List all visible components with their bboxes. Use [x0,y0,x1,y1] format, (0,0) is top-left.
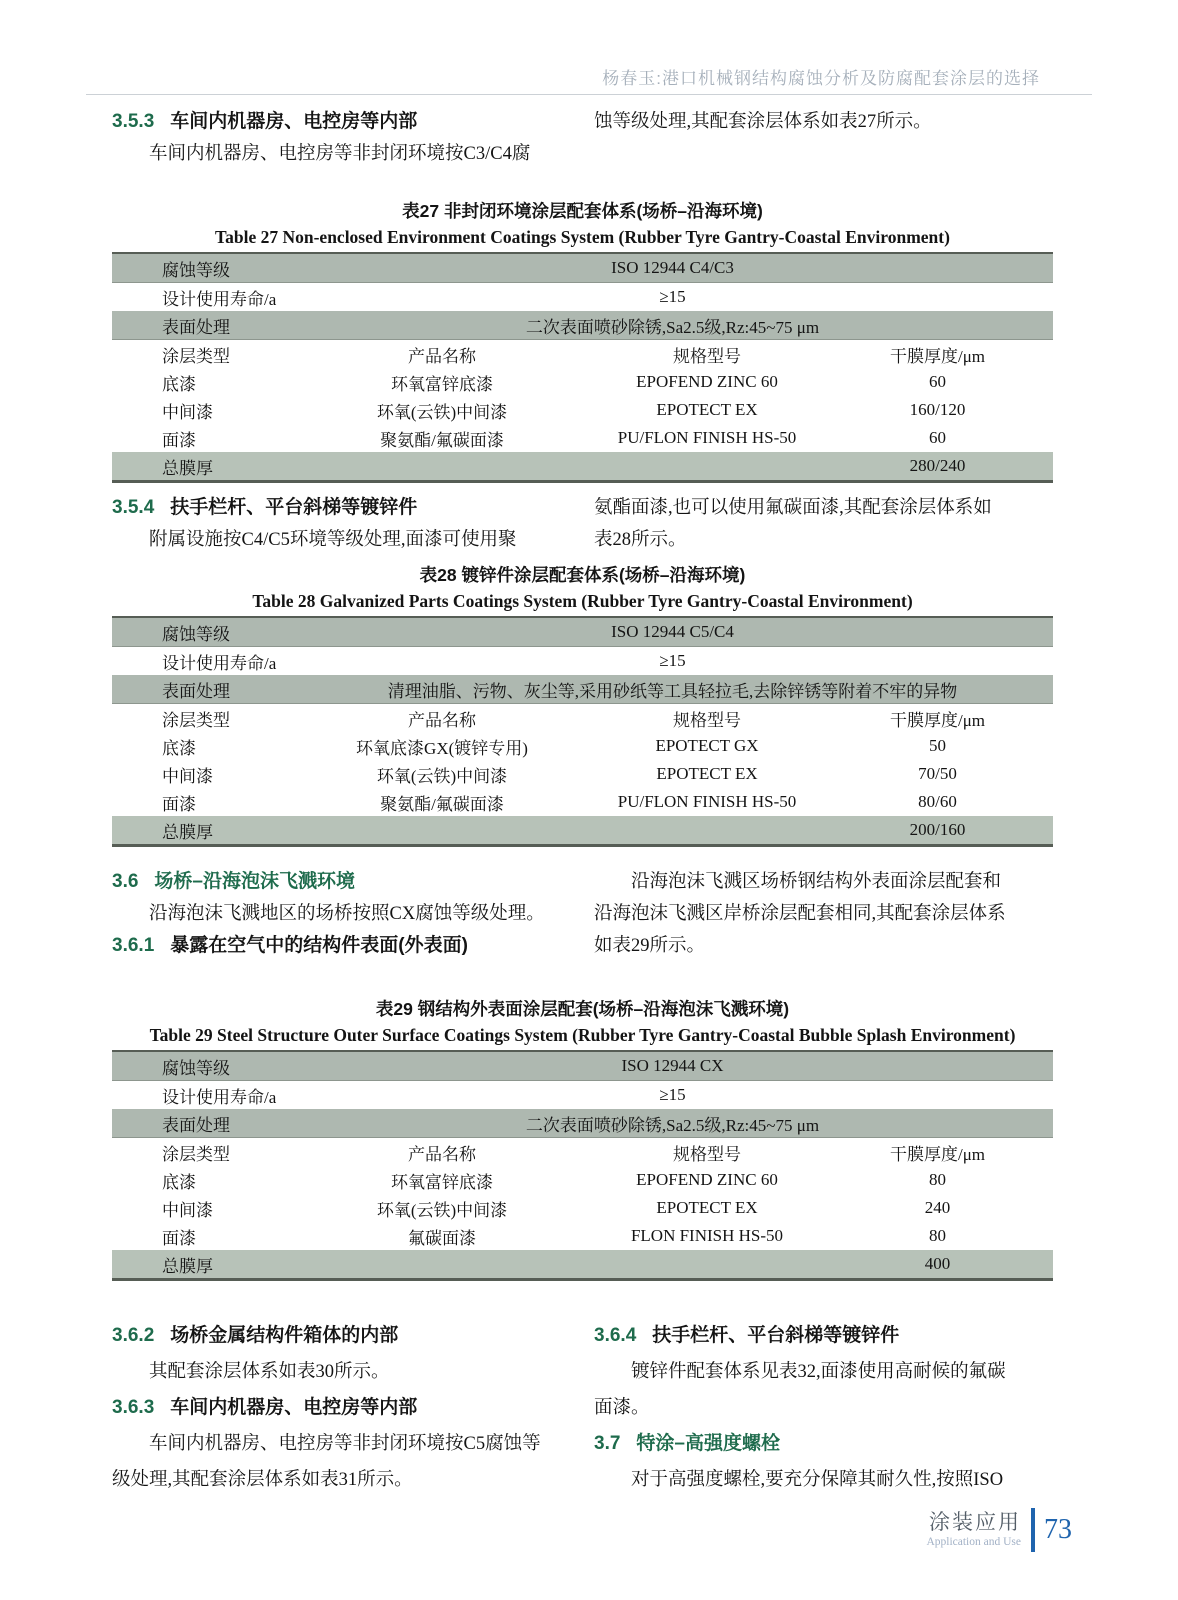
table-title-cn: 表29 钢结构外表面涂层配套(场桥–沿海泡沫飞溅环境) [375,999,790,1019]
table-cell: 底漆 [162,1172,196,1192]
table-row [112,760,1053,788]
table-row [112,732,1053,760]
right-column [594,1318,1053,1498]
table-cell: 总膜厚 [162,1256,213,1276]
table-cell: 规格型号 [673,1144,741,1164]
page-footer [926,1508,1072,1552]
header-rule [86,94,1092,95]
text-line: 附属设施按C4/C5环境等级处理,面漆可使用聚 [149,530,517,550]
table-cell: ≥15 [659,287,686,306]
table-row [112,311,1053,340]
paragraph [594,106,1053,138]
table-cell: 面漆 [162,1228,196,1248]
section-title: 场桥金属结构件箱体的内部 [170,1325,399,1346]
table-28-block [112,562,1053,847]
table-cell: 表面处理 [162,1115,230,1135]
section-number: 3.6.4 [594,1325,637,1346]
section-number: 3.6.2 [112,1325,155,1346]
table-cell: 聚氨酯/氟碳面漆 [380,430,504,450]
text-line: 其配套涂层体系如表30所示。 [149,1362,390,1382]
table-title-en: Table 28 Galvanized Parts Coatings System (Rubber Tyre Gantry-Coastal Environment) [252,591,913,611]
section-title: 车间内机器房、电控房等内部 [170,111,418,132]
right-column [594,106,1053,170]
table-cell: 清理油脂、污物、灰尘等,采用砂纸等工具轻拉毛,去除锌锈等附着不牢的异物 [387,681,958,701]
section-heading [112,1390,564,1426]
table-cell: 面漆 [162,430,196,450]
table-row [112,368,1053,396]
section-number: 3.6.1 [112,935,155,956]
table-row [112,1250,1053,1278]
table-cell: 设计使用寿命/a [162,289,277,309]
table-title-cn: 表27 非封闭环境涂层配套体系(场桥–沿海环境) [402,201,763,221]
table-cell: ≥15 [659,1085,686,1104]
table-29 [112,1050,1053,1281]
left-column [112,866,564,962]
table-cell: 规格型号 [673,346,741,366]
table-cell: EPOFEND ZINC 60 [636,1170,778,1189]
section-number: 3.5.4 [112,497,155,518]
table-row [112,1109,1053,1138]
section-title: 暴露在空气中的结构件表面(外表面) [170,935,468,956]
table-cell: 160/120 [909,400,966,419]
section-heading [112,1318,564,1354]
text-line: 镀锌件配套体系见表32,面漆使用高耐候的氟碳 [631,1362,1006,1382]
section-title: 扶手栏杆、平台斜梯等镀锌件 [652,1325,900,1346]
table-cell: EPOTECT EX [656,764,758,783]
page-number: 73 [1044,1514,1072,1545]
section-number: 3.7 [594,1433,621,1454]
text-line: 车间内机器房、电控房等非封闭环境按C3/C4腐 [149,144,531,164]
table-title-en: Table 29 Steel Structure Outer Surface Coatings System (Rubber Tyre Gantry-Coastal Bubble Splash Environment) [149,1025,1016,1045]
table-cell: 涂层类型 [162,710,230,730]
paragraph [594,866,1053,962]
table-cell: 70/50 [918,764,957,783]
table-cell: 200/160 [909,820,966,839]
table-cell: 400 [924,1254,951,1273]
bottom-sections [112,1318,1053,1498]
table-cell: 环氧富锌底漆 [391,374,493,394]
table-cell: 环氧富锌底漆 [391,1172,493,1192]
table-cell: 80 [929,1226,946,1245]
table-cell: FLON FINISH HS-50 [630,1226,784,1245]
table-row [112,1052,1053,1081]
table-cell: PU/FLON FINISH HS-50 [617,792,797,811]
left-column [112,106,564,170]
table-cell: 腐蚀等级 [162,260,230,280]
table-cell: 腐蚀等级 [162,1058,230,1078]
table-cell: 环氧底漆GX(镀锌专用) [356,738,528,758]
table-cell: 产品名称 [408,346,476,366]
right-column [594,492,1053,556]
table-row [112,254,1053,283]
left-column [112,492,564,556]
table-cell: 环氧(云铁)中间漆 [376,1200,508,1220]
table-cell: 氟碳面漆 [408,1228,476,1248]
table-cell: 环氧(云铁)中间漆 [376,402,508,422]
table-cell: 二次表面喷砂除锈,Sa2.5级,Rz:45~75 μm [525,317,820,337]
table-row [112,1194,1053,1222]
table-cell: ISO 12944 CX [621,1056,724,1075]
footer-title-cn: 涂装应用 [929,1510,1021,1534]
table-row [112,1138,1053,1166]
section-title: 扶手栏杆、平台斜梯等镀锌件 [170,497,418,518]
table-row [112,675,1053,704]
table-cell: 240 [924,1198,951,1217]
table-cell: 涂层类型 [162,1144,230,1164]
paragraph [594,492,1053,556]
table-cell: 设计使用寿命/a [162,1087,277,1107]
table-cell: 规格型号 [673,710,741,730]
section-number: 3.5.3 [112,111,155,132]
table-cell: 80 [929,1170,946,1189]
table-row [112,704,1053,732]
table-row [112,1081,1053,1109]
table-row [112,816,1053,844]
table-29-block [112,996,1053,1281]
text-line: 氨酯面漆,也可以使用氟碳面漆,其配套涂层体系如 [594,498,992,518]
section-3-5-4 [112,492,1053,556]
table-cell: 产品名称 [408,1144,476,1164]
table-28 [112,616,1053,847]
table-cell: 80/60 [918,792,957,811]
section-heading [594,1426,1053,1462]
table-cell: 中间漆 [162,766,213,786]
table-cell: 中间漆 [162,1200,213,1220]
table-row [112,647,1053,675]
table-cell: 二次表面喷砂除锈,Sa2.5级,Rz:45~75 μm [525,1115,820,1135]
table-27 [112,252,1053,483]
table-row [112,788,1053,816]
table-cell: 产品名称 [408,710,476,730]
table-cell: ISO 12944 C4/C3 [611,258,734,277]
table-cell: 面漆 [162,794,196,814]
section-heading [594,1318,1053,1354]
footer-labels [926,1511,1021,1550]
text-line: 沿海泡沫飞溅区场桥钢结构外表面涂层配套和 [631,872,1002,892]
section-title: 场桥–沿海泡沫飞溅环境 [154,871,355,892]
section-number: 3.6.3 [112,1397,155,1418]
table-title-cn: 表28 镀锌件涂层配套体系(场桥–沿海环境) [419,565,746,585]
table-cell: 干膜厚度/μm [889,1144,986,1164]
paragraph: 沿海泡沫飞溅地区的场桥按照CX腐蚀等级处理。 [149,904,545,924]
paragraph [112,138,564,170]
section-heading [112,866,564,898]
section-title: 特涂–高强度螺栓 [636,1433,780,1454]
section-title: 车间内机器房、电控房等内部 [170,1397,418,1418]
section-number: 3.6 [112,871,139,892]
table-cell: EPOFEND ZINC 60 [636,372,778,391]
table-row [112,1166,1053,1194]
table-cell: 280/240 [909,456,966,475]
left-column [112,1318,564,1498]
table-cell: 聚氨酯/氟碳面漆 [380,794,504,814]
running-header: 杨春玉:港口机械钢结构腐蚀分析及防腐配套涂层的选择 [602,69,1040,88]
table-cell: ≥15 [659,651,686,670]
table-27-block [112,198,1053,483]
table-cell: PU/FLON FINISH HS-50 [617,428,797,447]
table-row [112,396,1053,424]
table-row [112,452,1053,480]
table-row [112,424,1053,452]
table-cell: 表面处理 [162,317,230,337]
table-cell: 干膜厚度/μm [889,710,986,730]
footer-title-en: Application and Use [926,1535,1021,1548]
table-cell: 60 [929,372,946,391]
text-line: 沿海泡沫飞溅区岸桥涂层配套相同,其配套涂层体系 [594,904,1006,924]
section-heading [112,106,564,138]
table-cell: 50 [929,736,946,755]
table-cell: ISO 12944 C5/C4 [611,622,734,641]
table-cell: 涂层类型 [162,346,230,366]
table-cell: EPOTECT EX [656,400,758,419]
section-heading [112,930,564,962]
table-cell: 底漆 [162,374,196,394]
text-line: 如表29所示。 [594,936,706,956]
table-row [112,283,1053,311]
table-row [112,1222,1053,1250]
text-line: 蚀等级处理,其配套涂层体系如表27所示。 [594,112,932,132]
table-row [112,618,1053,647]
section-3-5-3 [112,106,1053,170]
table-cell: 腐蚀等级 [162,624,230,644]
text-line: 面漆。 [594,1398,650,1418]
paragraph [112,524,564,556]
text-line: 级处理,其配套涂层体系如表31所示。 [112,1470,413,1490]
footer-divider-bar [1031,1508,1035,1552]
table-cell: 干膜厚度/μm [889,346,986,366]
table-cell: 60 [929,428,946,447]
table-cell: 设计使用寿命/a [162,653,277,673]
table-cell: 底漆 [162,738,196,758]
right-column [594,866,1053,962]
text-line: 表28所示。 [594,530,687,550]
text-line: 车间内机器房、电控房等非封闭环境按C5腐蚀等 [149,1434,541,1454]
table-cell: 总膜厚 [162,822,213,842]
section-3-6 [112,866,1053,962]
table-cell: EPOTECT EX [656,1198,758,1217]
table-cell: 总膜厚 [162,458,213,478]
table-cell: EPOTECT GX [655,736,759,755]
table-cell: 表面处理 [162,681,230,701]
table-row [112,340,1053,368]
section-heading [112,492,564,524]
table-title-en: Table 27 Non-enclosed Environment Coatings System (Rubber Tyre Gantry-Coastal Environment) [215,227,950,247]
table-cell: 中间漆 [162,402,213,422]
table-cell: 环氧(云铁)中间漆 [376,766,508,786]
text-line: 对于高强度螺栓,要充分保障其耐久性,按照ISO [631,1470,1004,1490]
